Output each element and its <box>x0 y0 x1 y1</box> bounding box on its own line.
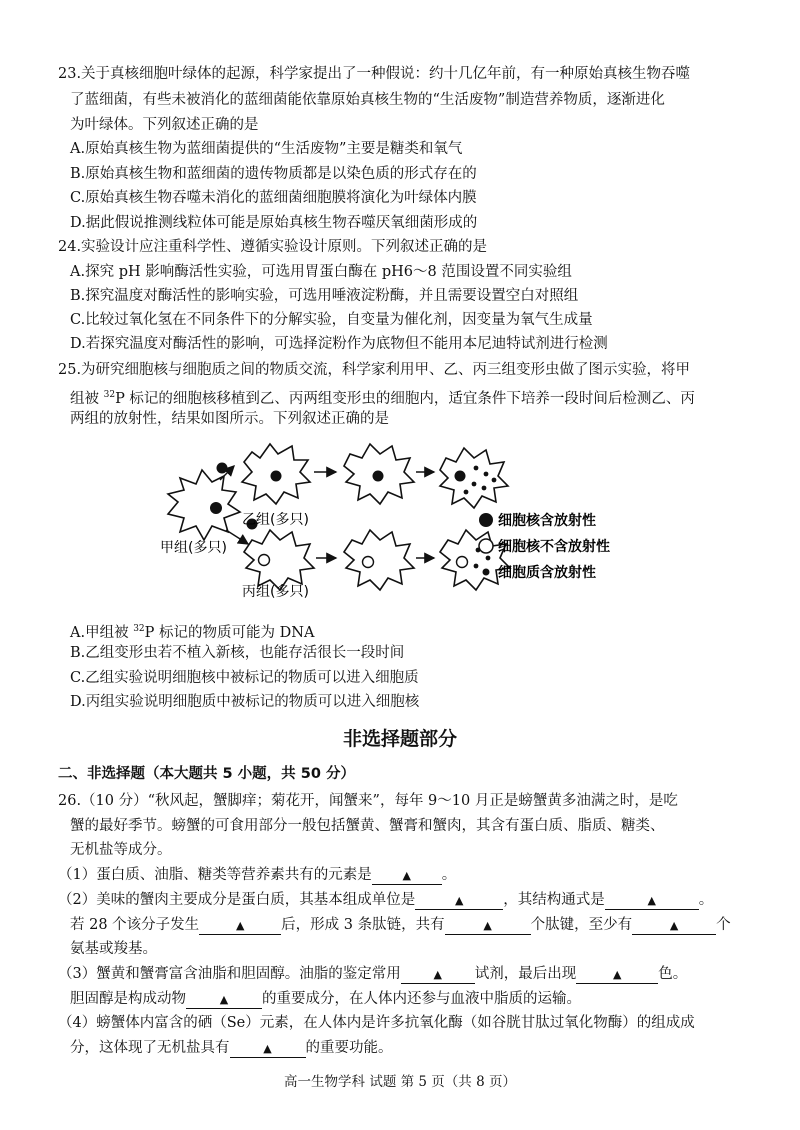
q26-part2: （2）美味的蟹肉主要成分是蛋白质，其基本组成单位是 ▲ ，其结构通式是 ▲ 。 <box>58 892 714 908</box>
legend-label-nucleus-radioactive: 细胞核含放射性 <box>498 513 596 529</box>
bing-2-nucleus-nonradioactive <box>363 557 374 568</box>
amoeba-bing-1 <box>244 530 314 590</box>
q25-option-a: A.甲组被 $^{32}$P 标记的物质可能为 DNA <box>70 624 315 641</box>
q24-option-d: D.若探究温度对酶活性的影响，可选择淀粉作为底物但不能用本尼迪特试剂进行检测 <box>70 336 608 352</box>
q24-option-b: B.探究温度对酶活性的影响实验，可选用唾液淀粉酶，并且需要设置空白对照组 <box>70 288 579 304</box>
jia-nucleus-radioactive <box>210 502 222 514</box>
legend-label-cytoplasm-radioactive: 细胞质含放射性 <box>498 565 596 581</box>
answer-blank-10[interactable]: ▲ <box>230 1040 306 1058</box>
amoeba-experiment-diagram <box>160 432 620 602</box>
bing-1-nucleus-nonradioactive <box>259 555 270 566</box>
amoeba-yi-3 <box>440 448 508 508</box>
amoeba-jia <box>168 470 240 540</box>
yi-1-nucleus-radioactive <box>271 471 282 482</box>
amoeba-diagram-svg <box>160 432 620 602</box>
q23-stem-line2: 了蓝细菌，有些未被消化的蓝细菌能依靠原始真核生物的“生活废物”制造营养物质，逐渐进化 <box>70 92 665 108</box>
q25-option-d: D.丙组实验说明细胞质中被标记的物质可以进入细胞核 <box>70 694 420 710</box>
legend-dot-icon <box>483 569 490 576</box>
q25-option-c: C.乙组实验说明细胞核中被标记的物质可以进入细胞质 <box>70 670 419 686</box>
answer-blank-5[interactable]: ▲ <box>445 917 531 935</box>
q23-stem-line1: 23.关于真核细胞叶绿体的起源，科学家提出了一种假说：约十几亿年前，有一种原始真核生物吞噬 <box>58 66 691 82</box>
q25-stem-line2: 组被 $^{32}$P 标记的细胞核移植到乙、丙两组变形虫的细胞内，适宜条件下培养一段时间后检测乙、丙 <box>70 390 695 407</box>
q23-stem-line3: 为叶绿体。下列叙述正确的是 <box>70 117 259 133</box>
yi-2-nucleus-radioactive <box>373 471 384 482</box>
q25-stem-line3: 两组的放射性，结果如图所示。下列叙述正确的是 <box>70 411 389 427</box>
group-yi-label: 乙组(多只) <box>242 512 309 528</box>
q23-option-c: C.原始真核生物吞噬未消化的蓝细菌细胞膜将演化为叶绿体内膜 <box>70 190 477 206</box>
q24-option-c: C.比较过氧化氢在不同条件下的分解实验，自变量为催化剂，因变量为氧气生成量 <box>70 312 593 328</box>
q23-option-d: D.据此假说推测线粒体可能是原始真核生物吞噬厌氧细菌形成的 <box>70 215 478 231</box>
q23-option-a: A.原始真核生物为蓝细菌提供的“生活废物”主要是糖类和氧气 <box>70 141 463 157</box>
q23-option-b: B.原始真核生物和蓝细菌的遗传物质都是以染色质的形式存在的 <box>70 166 477 182</box>
group-bing-label: 丙组(多只) <box>242 584 309 600</box>
group-jia-label: 甲组(多只) <box>160 540 227 556</box>
page-footer: 高一生物学科 试题 第 5 页（共 8 页） <box>284 1074 516 1090</box>
q26-stem-line1: 26.（10 分）“秋风起，蟹脚痒；菊花开，闻蟹来”，每年 9～10 月正是螃蟹黄多油满之时，是吃 <box>58 793 678 809</box>
answer-blank-8[interactable]: ▲ <box>576 966 658 984</box>
q24-stem: 24.实验设计应注重科学性、遵循实验设计原则。下列叙述正确的是 <box>58 239 488 255</box>
q25-stem-line1: 25.为研究细胞核与细胞质之间的物质交流，科学家利用甲、乙、丙三组变形虫做了图示实验，将甲 <box>58 362 691 378</box>
bing-3-nucleus-radioactive <box>457 557 468 568</box>
q26-part2-end: 氨基或羧基。 <box>70 941 157 957</box>
answer-blank-4[interactable]: ▲ <box>199 917 281 935</box>
amoeba-bing-2 <box>344 530 414 590</box>
q26-part2-cont: 若 28 个该分子发生 ▲ 后，形成 3 条肽链，共有 ▲ 个肽键，至少有 ▲ 个 <box>70 917 731 933</box>
transplant-nucleus-radioactive <box>217 463 228 474</box>
q25-option-b: B.乙组变形虫若不植入新核，也能存活很长一段时间 <box>70 645 405 661</box>
answer-blank-7[interactable]: ▲ <box>401 966 475 984</box>
legend-label-nucleus-nonradioactive: 细胞核不含放射性 <box>498 539 610 555</box>
answer-blank-6[interactable]: ▲ <box>632 917 716 935</box>
q26-part4-cont: 分，这体现了无机盐具有 ▲ 的重要功能。 <box>70 1040 393 1056</box>
answer-blank-9[interactable]: ▲ <box>186 991 262 1009</box>
q24-option-a: A.探究 pH 影响酶活性实验，可选用胃蛋白酶在 pH6～8 范围设置不同实验组 <box>70 264 572 280</box>
answer-blank-2[interactable]: ▲ <box>415 892 503 910</box>
section-title: 非选择题部分 <box>342 728 457 750</box>
yi-3-cytoplasm-radioactive-dots <box>464 466 497 495</box>
yi-3-nucleus-radioactive <box>455 471 466 482</box>
q26-part1: （1）蛋白质、油脂、糖类等营养素共有的元素是 ▲ 。 <box>58 867 457 883</box>
q26-part3-cont: 胆固醇是构成动物 ▲ 的重要成分，在人体内还参与血液中脂质的运输。 <box>70 991 581 1007</box>
q26-stem-line3: 无机盐等成分。 <box>70 842 172 858</box>
legend-open-circle-icon <box>479 539 493 553</box>
q26-part4: （4）螃蟹体内富含的硒（Se）元素，在人体内是许多抗氧化酶（如谷胱甘肽过氧化物酶）的组成成 <box>58 1015 695 1031</box>
answer-blank-3[interactable]: ▲ <box>605 892 699 910</box>
q26-part3: （3）蟹黄和蟹膏富含油脂和胆固醇。油脂的鉴定常用 ▲ 试剂，最后出现 ▲ 色。 <box>58 966 688 982</box>
q26-stem-line2: 蟹的最好季节。螃蟹的可食用部分一般包括蟹黄、蟹膏和蟹肉，其含有蛋白质、脂质、糖类、 <box>70 818 665 834</box>
section-heading: 二、非选择题（本大题共 5 小题，共 50 分） <box>58 766 355 782</box>
legend-filled-circle-icon <box>479 513 493 527</box>
answer-blank-1[interactable]: ▲ <box>372 867 442 885</box>
